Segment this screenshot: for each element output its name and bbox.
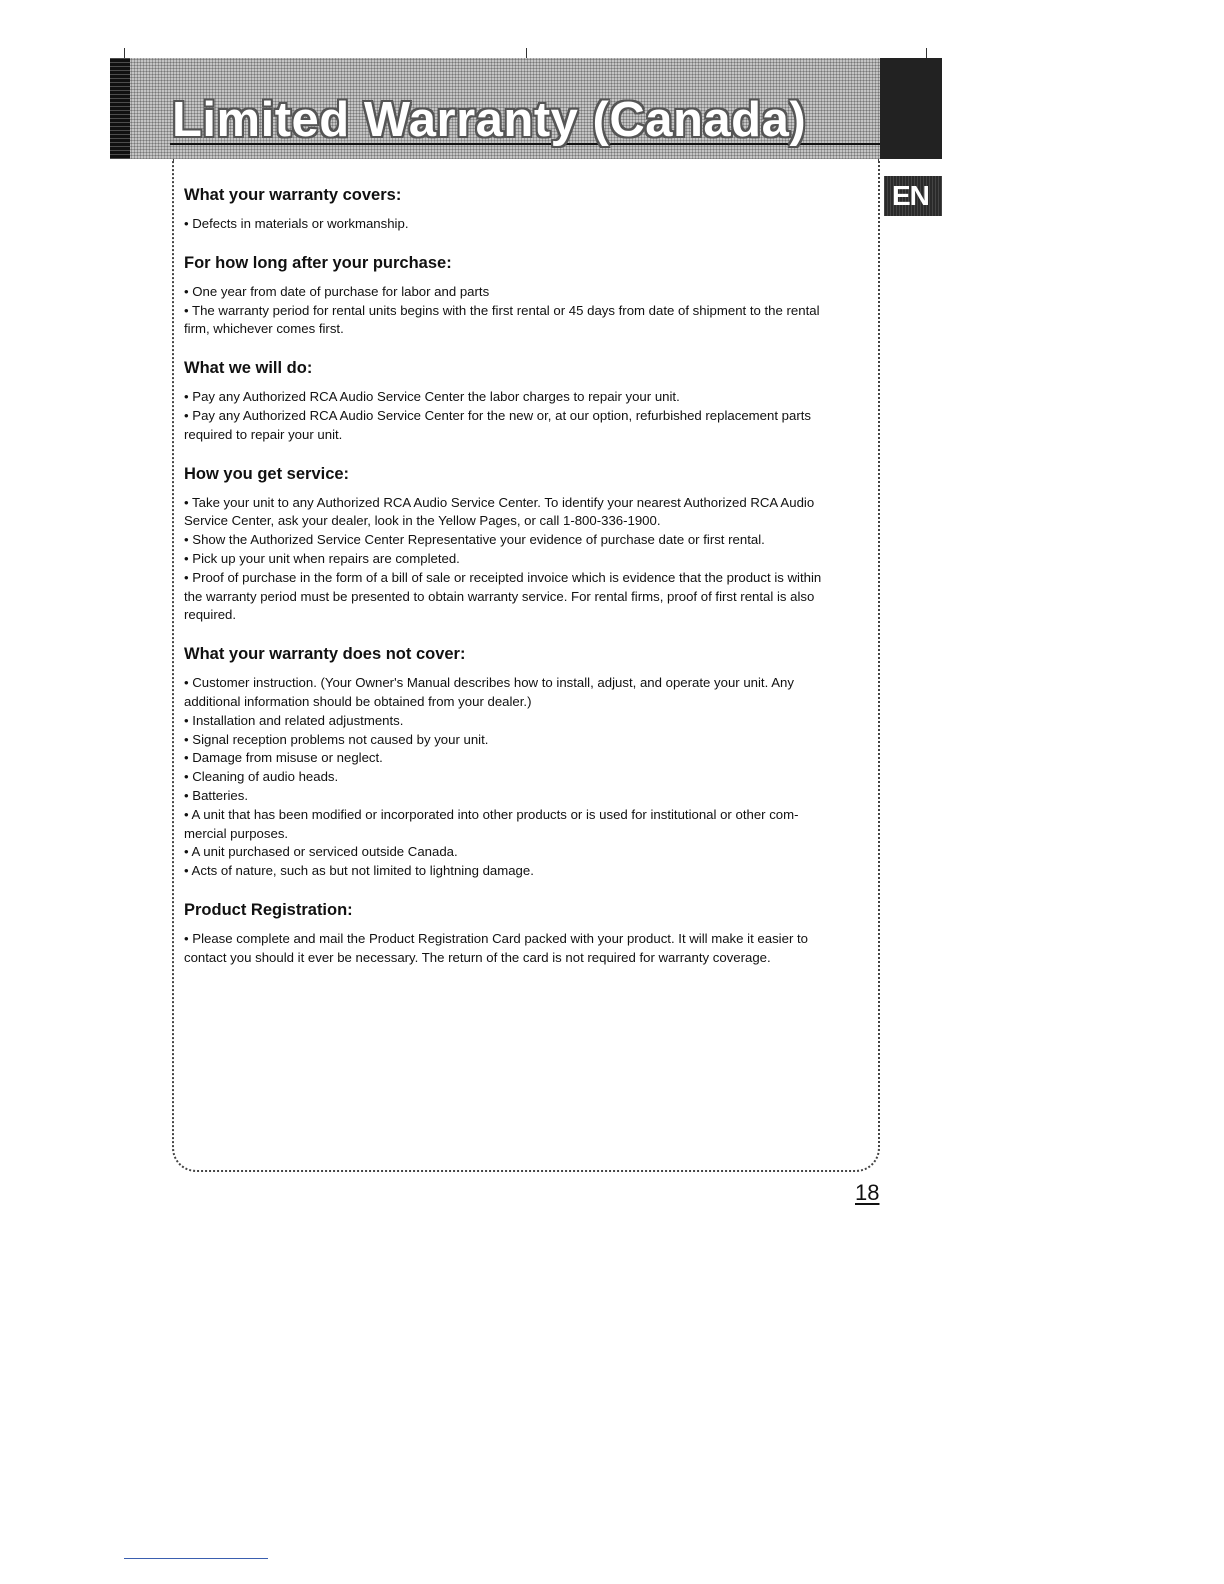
bullet-line: • Show the Authorized Service Center Representative your evidence of purchase date or first rental.	[184, 532, 765, 548]
bullet-line: • Batteries.	[184, 787, 248, 803]
page-number: 18	[855, 1180, 880, 1205]
section-coverage	[184, 184, 874, 234]
page-title: Limited Warranty (Canada)	[172, 93, 807, 147]
crop-mark-left	[124, 48, 125, 58]
crop-mark-right	[926, 48, 927, 58]
section-heading: For how long after your purchase:	[184, 253, 452, 272]
bullet-line: • Damage from misuse or neglect.	[184, 750, 383, 766]
bullet-line: • Acts of nature, such as but not limited to lightning damage.	[184, 863, 534, 879]
bullet-line: Service Center, ask your dealer, look in the Yellow Pages, or call 1-800-336-1900.	[184, 513, 661, 529]
crop-mark-center	[526, 48, 527, 58]
bullet-line: • Take your unit to any Authorized RCA Audio Service Center. To identify your nearest Authorized RCA Audio	[184, 494, 815, 510]
section-get-service	[184, 463, 874, 626]
bullet-line: • Defects in materials or workmanship.	[184, 216, 409, 231]
bullet-line: • Customer instruction. (Your Owner's Manual describes how to install, adjust, and operate your unit. Any	[184, 675, 794, 691]
title-banner	[110, 58, 942, 159]
bullet-line: • One year from date of purchase for labor and parts	[184, 283, 490, 299]
bullet-line: • Proof of purchase in the form of a bill of sale or receipted invoice which is evidence that the product is within	[184, 569, 822, 585]
bullet-line: the warranty period must be presented to obtain warranty service. For rental firms, proof of first rental is also	[184, 588, 815, 604]
bullet-line: firm, whichever comes first.	[184, 321, 344, 337]
banner-left-bar	[110, 58, 130, 159]
bullet-line: • Pick up your unit when repairs are completed.	[184, 550, 460, 566]
bullet-line: required to repair your unit.	[184, 426, 343, 442]
section-heading: Product Registration:	[184, 900, 353, 919]
bullet-line: • Please complete and mail the Product Registration Card packed with your product. It will make it easier to	[184, 930, 808, 946]
warranty-content	[184, 184, 874, 986]
bullet-line: required.	[184, 607, 237, 623]
section-registration	[184, 899, 874, 968]
bullet-line: • A unit that has been modified or incorporated into other products or is used for institutional or other com-	[184, 806, 799, 822]
section-heading: What we will do:	[184, 359, 313, 378]
bullet-line: additional information should be obtained from your dealer.)	[184, 693, 532, 709]
section-what-we-do	[184, 357, 874, 444]
bullet-line: • Cleaning of audio heads.	[184, 769, 339, 785]
banner-right-block	[880, 58, 942, 159]
footer-rule	[124, 1558, 268, 1559]
language-tab	[884, 176, 942, 216]
bullet-line: contact you should it ever be necessary. The return of the card is not required for warranty coverage.	[184, 949, 771, 965]
bullet-line: • The warranty period for rental units begins with the first rental or 45 days from date of shipment to the rental	[184, 302, 820, 318]
section-duration	[184, 252, 874, 339]
bullet-line: • Signal reception problems not caused by your unit.	[184, 731, 489, 747]
bullet-line: • Installation and related adjustments.	[184, 712, 404, 728]
section-heading: What your warranty covers:	[184, 186, 402, 204]
section-not-covered	[184, 643, 874, 881]
bullet-line: • A unit purchased or serviced outside Canada.	[184, 844, 458, 860]
section-heading: What your warranty does not cover:	[184, 645, 466, 664]
bullet-line: • Pay any Authorized RCA Audio Service Center the labor charges to repair your unit.	[184, 389, 680, 405]
language-tab-label: EN	[892, 180, 929, 211]
bullet-line: • Pay any Authorized RCA Audio Service Center for the new or, at our option, refurbished replacement parts	[184, 407, 811, 423]
section-heading: How you get service:	[184, 464, 350, 483]
bullet-line: mercial purposes.	[184, 825, 289, 841]
